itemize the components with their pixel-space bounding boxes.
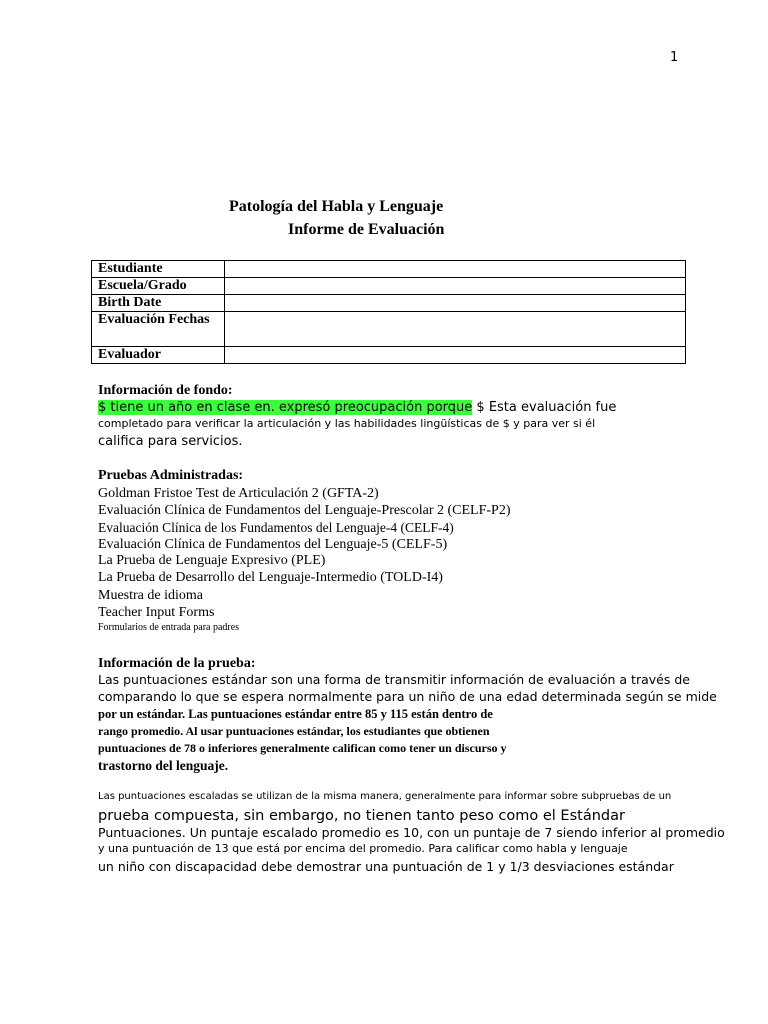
test-info-line: Las puntuaciones estándar son una forma de transmitir información de evaluación a través de xyxy=(98,672,690,687)
test-item: Evaluación Clínica de los Fundamentos del Lenguaje-4 (CELF-4) xyxy=(98,520,454,535)
test-item: Evaluación Clínica de Fundamentos del Lenguaje-5 (CELF-5) xyxy=(98,537,448,552)
report-subtitle: Informe de Evaluación xyxy=(288,221,445,238)
row-value-student xyxy=(225,261,686,278)
student-info-table xyxy=(91,260,686,364)
test-info-line: y una puntuación de 13 que está por encima del promedio. Para calificar como habla y lenguaje xyxy=(98,842,628,855)
test-info-line: comparando lo que se espera normalmente para un niño de una edad determinada según se mide xyxy=(98,689,717,704)
test-info-heading: Información de la prueba: xyxy=(98,656,256,671)
test-item: Evaluación Clínica de Fundamentos del Lenguaje-Prescolar 2 (CELF-P2) xyxy=(98,503,511,518)
report-title: Patología del Habla y Lenguaje xyxy=(229,198,444,215)
table-row xyxy=(92,295,686,312)
test-item: La Prueba de Desarrollo del Lenguaje-Intermedio (TOLD-I4) xyxy=(98,570,443,585)
test-info-line: puntuaciones de 78 o inferiores generalmente califican como tener un discurso y xyxy=(98,741,507,755)
background-line-3: califica para servicios. xyxy=(98,434,243,449)
table-row xyxy=(92,347,686,364)
row-label-evaluation-dates: Evaluación Fechas xyxy=(92,312,225,347)
test-item: Muestra de idioma xyxy=(98,588,203,603)
background-heading: Información de fondo: xyxy=(98,383,233,398)
table-row xyxy=(92,278,686,295)
table-row xyxy=(92,261,686,278)
test-item: La Prueba de Lenguaje Expresivo (PLE) xyxy=(98,553,326,568)
test-item: Teacher Input Forms xyxy=(98,605,215,620)
row-label-birth-date: Birth Date xyxy=(92,295,225,312)
test-info-line: Puntuaciones. Un puntaje escalado promedio es 10, con un puntaje de 7 siendo inferior al promedio xyxy=(98,825,725,840)
background-line-1-rest: $ Esta evaluación fue xyxy=(472,400,617,415)
test-info-line: prueba compuesta, sin embargo, no tienen tanto peso como el Estándar xyxy=(98,808,625,824)
tests-heading: Pruebas Administradas: xyxy=(98,468,244,483)
row-label-student: Estudiante xyxy=(92,261,225,278)
test-info-line: Las puntuaciones escaladas se utilizan de la misma manera, generalmente para informar sobre subpruebas de un xyxy=(98,791,672,802)
page-number: 1 xyxy=(670,50,679,65)
test-info-line: trastorno del lenguaje. xyxy=(98,758,229,773)
test-item-small: Formularios de entrada para padres xyxy=(98,622,240,633)
row-label-evaluator: Evaluador xyxy=(92,347,225,364)
row-value-school-grade xyxy=(225,278,686,295)
test-info-line: rango promedio. Al usar puntuaciones estándar, los estudiantes que obtienen xyxy=(98,724,490,738)
test-info-line: por un estándar. Las puntuaciones estándar entre 85 y 115 están dentro de xyxy=(98,707,493,721)
background-line-1 xyxy=(98,400,616,415)
test-info-line: un niño con discapacidad debe demostrar una puntuación de 1 y 1/3 desviaciones estándar xyxy=(98,859,674,874)
row-value-evaluation-dates xyxy=(225,312,686,347)
table-row xyxy=(92,312,686,347)
background-line-2: completado para verificar la articulación y las habilidades lingüísticas de $ y para ver si él xyxy=(98,417,596,430)
row-label-school-grade: Escuela/Grado xyxy=(92,278,225,295)
highlighted-text: $ tiene un año en clase en. expresó preocupación porque xyxy=(98,400,473,415)
row-value-birth-date xyxy=(225,295,686,312)
row-value-evaluator xyxy=(225,347,686,364)
test-item: Goldman Fristoe Test de Articulación 2 (GFTA-2) xyxy=(98,486,379,501)
